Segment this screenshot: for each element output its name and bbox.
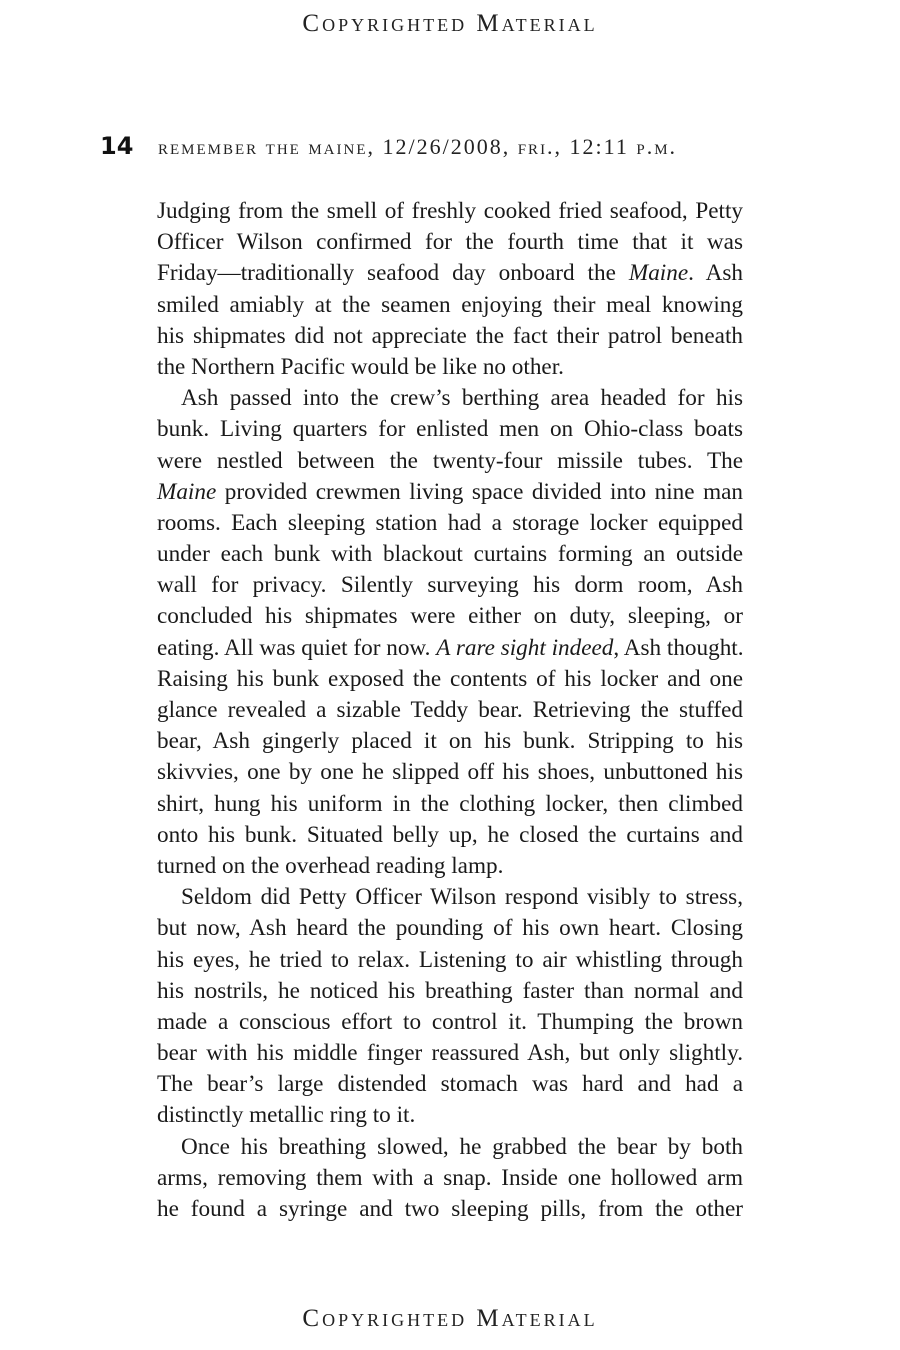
text-line: Maine provided crewmen living space divided into nine man	[157, 478, 743, 505]
text-line: Raising his bunk exposed the contents of his locker and one	[157, 665, 743, 692]
text-line: his eyes, he tried to relax. Listening to air whistling through	[157, 946, 743, 973]
page-number: 14	[100, 132, 134, 160]
text-line: skivvies, one by one he slipped off his shoes, unbuttoned his	[157, 759, 743, 786]
text-line: The bear’s large distended stomach was hard and had a	[157, 1071, 743, 1098]
paragraph	[157, 882, 743, 1132]
paragraph	[157, 383, 743, 882]
text-line: bear with his middle finger reassured Ash, but only slightly.	[157, 1040, 743, 1067]
text-line: his nostrils, he noticed his breathing faster than normal and	[157, 977, 743, 1004]
text-line: but now, Ash heard the pounding of his own heart. Closing	[157, 915, 743, 942]
text-line: made a conscious effort to control it. Thumping the brown	[157, 1008, 743, 1035]
copyright-watermark-bottom: Copyrighted Material	[302, 1305, 598, 1332]
text-line: rooms. Each sleeping station had a storage locker equipped	[157, 509, 743, 536]
chapter-heading: remember the maine, 12/26/2008, fri., 12:11 p.m.	[158, 134, 678, 159]
text-line: Officer Wilson confirmed for the fourth time that it was	[157, 229, 743, 256]
body-text	[157, 196, 743, 1225]
text-line: arms, removing them with a snap. Inside one hollowed arm	[157, 1164, 743, 1191]
text-line: Seldom did Petty Officer Wilson respond visibly to stress,	[181, 884, 743, 911]
text-line: onto his bunk. Situated belly up, he closed the curtains and	[157, 821, 743, 848]
text-line: Friday—traditionally seafood day onboard the Maine. Ash	[157, 260, 743, 287]
text-line: his shipmates did not appreciate the fact their patrol beneath	[157, 322, 743, 349]
copyright-watermark-top: Copyrighted Material	[302, 10, 598, 37]
text-line: concluded his shipmates were either on duty, sleeping, or	[157, 603, 743, 630]
text-line: bunk. Living quarters for enlisted men on Ohio-class boats	[157, 416, 743, 443]
text-line: under each bunk with blackout curtains forming an outside	[157, 541, 743, 568]
text-line: distinctly metallic ring to it.	[157, 1102, 416, 1129]
text-line: Once his breathing slowed, he grabbed the bear by both	[181, 1133, 743, 1160]
paragraph	[157, 1132, 743, 1226]
text-line: eating. All was quiet for now. A rare sight indeed, Ash thought.	[157, 634, 744, 661]
text-line: the Northern Pacific would be like no other.	[157, 353, 564, 380]
text-line: bear, Ash gingerly placed it on his bunk. Stripping to his	[157, 728, 743, 755]
text-line: turned on the overhead reading lamp.	[157, 852, 504, 879]
text-line: Ash passed into the crew’s berthing area headed for his	[181, 385, 743, 412]
text-line: shirt, hung his uniform in the clothing locker, then climbed	[157, 790, 743, 817]
text-line: glance revealed a sizable Teddy bear. Retrieving the stuffed	[157, 697, 743, 723]
text-line: wall for privacy. Silently surveying his dorm room, Ash	[157, 572, 743, 599]
text-line: he found a syringe and two sleeping pills, from the other	[157, 1196, 743, 1222]
text-line: were nestled between the twenty-four missile tubes. The	[157, 447, 743, 474]
text-line: Judging from the smell of freshly cooked fried seafood, Petty	[157, 198, 743, 224]
text-line: smiled amiably at the seamen enjoying their meal knowing	[157, 291, 743, 318]
paragraph	[157, 196, 743, 383]
